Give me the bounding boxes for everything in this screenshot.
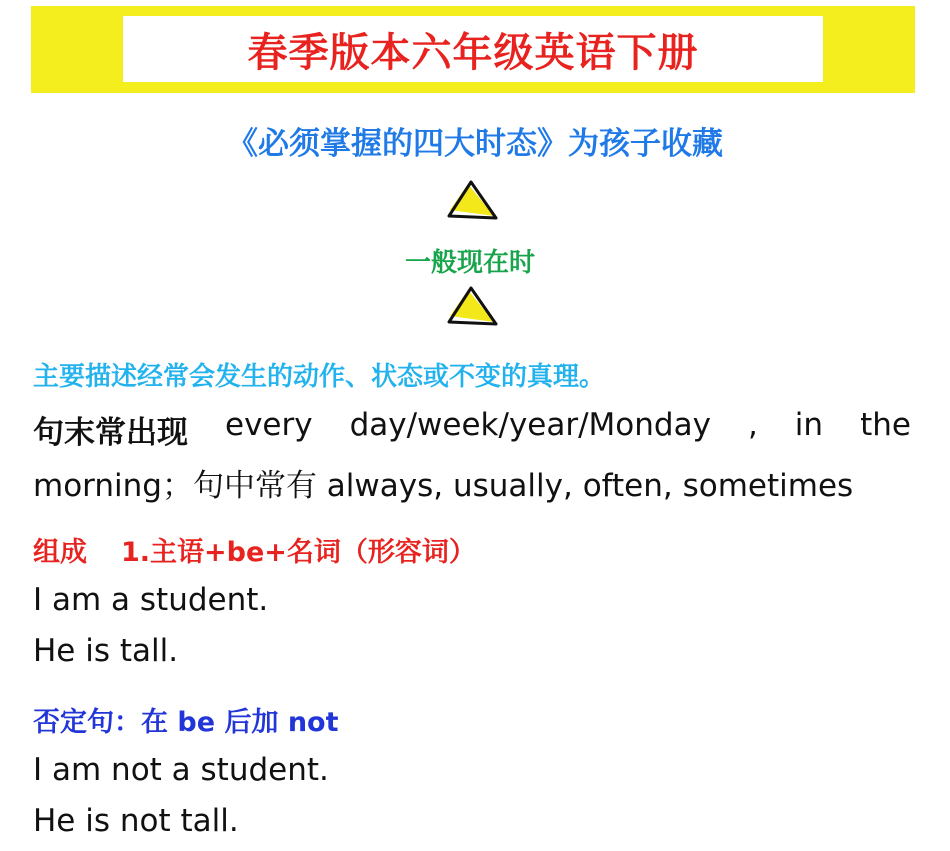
time-markers-prefix: 句末常出现 (33, 415, 188, 451)
title-banner (31, 6, 915, 93)
time-marker-word: , (747, 407, 758, 443)
example-sentence: I am a student. (33, 582, 269, 618)
example-sentence: He is tall. (33, 633, 179, 669)
time-marker-word: the (860, 407, 911, 443)
time-markers-line-1 (33, 407, 911, 452)
triangle-icon (446, 180, 500, 224)
triangle-icon (446, 286, 500, 330)
subtitle: 《必须掌握的四大时态》为孩子收藏 (227, 126, 723, 162)
composition-formula: 1.主语+be+名词（形容词） (121, 537, 476, 568)
time-markers-line-2: morning；句中常有 always, usually, often, sometimes (33, 468, 854, 504)
title-box (123, 16, 823, 82)
negative-rule: 否定句：在 be 后加 not (33, 707, 339, 738)
tense-description: 主要描述经常会发生的动作、状态或不变的真理。 (33, 362, 606, 392)
time-marker-word: every (225, 407, 313, 443)
composition-rule (33, 530, 476, 569)
composition-label: 组成 (33, 537, 87, 568)
page-title: 春季版本六年级英语下册 (247, 29, 699, 76)
negative-example: He is not tall. (33, 803, 239, 839)
time-marker-word: in (794, 407, 824, 443)
tense-name: 一般现在时 (404, 248, 535, 278)
time-marker-word: day/week/year/Monday (349, 407, 711, 443)
negative-example: I am not a student. (33, 752, 329, 788)
